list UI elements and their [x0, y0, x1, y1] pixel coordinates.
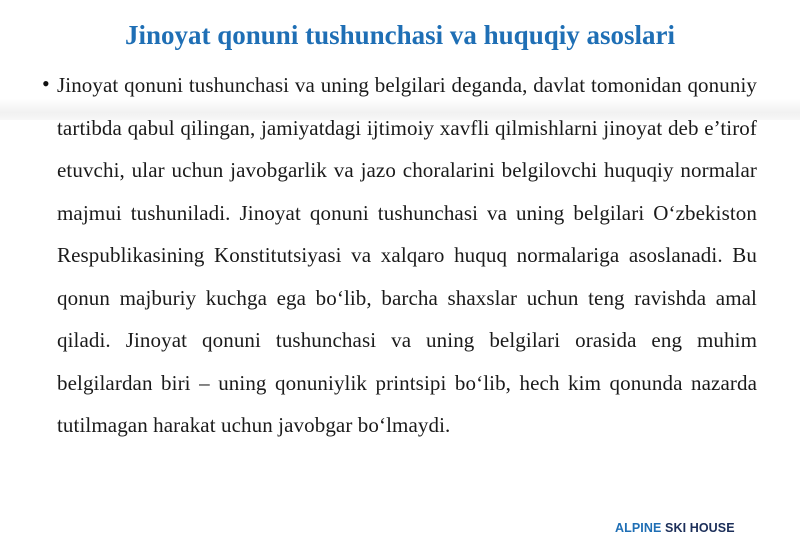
- brand-logo: [615, 520, 735, 536]
- bullet-marker: •: [42, 71, 50, 96]
- bullet-paragraph: Jinoyat qonuni tushunchasi va uning belgilari deganda, davlat tomonidan qonuniy tartibda qabul qilingan, jamiyatdagi ijtimoiy xavfli qilmishlarni jinoyat deb e’tirof etuvchi, ular uchun javobgarlik va jazo choralarini belgilovchi huquqiy normalar majmui tushuniladi. Jinoyat qonuni tushunchasi va uning belgilari O‘zbekiston Respublikasining Konstitutsiyasi va xalqaro huquq normalariga asoslanadi. Bu qonun majburiy kuchga ega bo‘lib, barcha shaxslar uchun teng ravishda amal qiladi. Jinoyat qonuni tushunchasi va uning belgilari orasida eng muhim belgilardan biri – uning qonuniylik printsipi bo‘lib, hech kim qonunda nazarda tutilmagan harakat uchun javobgar bo‘lmaydi.: [57, 73, 757, 437]
- brand-alpine-text: ALPINE: [615, 521, 662, 535]
- brand-ski-house-text: SKI HOUSE: [665, 521, 735, 535]
- slide-title: Jinoyat qonuni tushunchasi va huquqiy asoslari: [125, 20, 675, 50]
